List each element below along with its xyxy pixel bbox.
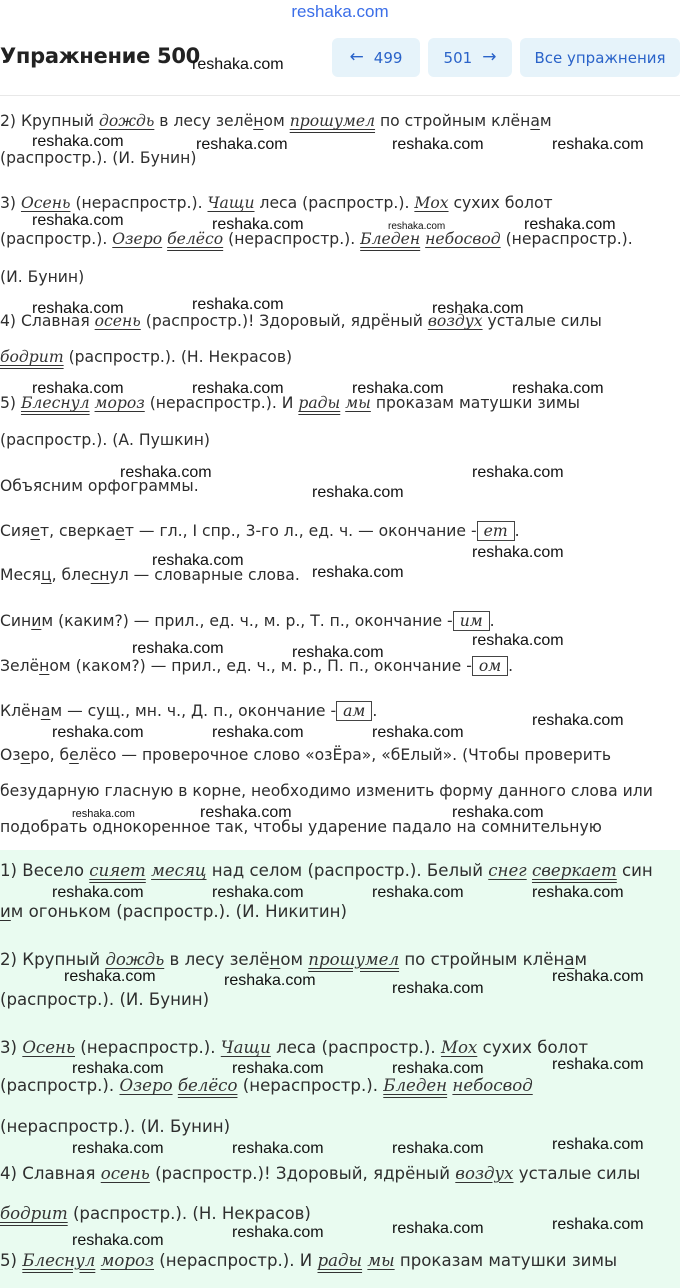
watermark: reshaka.com: [392, 1140, 484, 1157]
watermark: reshaka.com: [392, 1060, 484, 1077]
text-line: Объясним орфограммы.: [0, 477, 199, 495]
text-line: Синим (каким?) — прил., ед. ч., м. р., Т. п., окончание - им .: [0, 612, 495, 630]
watermark: reshaka.com: [212, 216, 304, 233]
watermark: reshaka.com: [52, 884, 144, 901]
watermark: reshaka.com: [224, 972, 316, 989]
watermark: reshaka.com: [552, 1216, 644, 1233]
text-line: им огоньком (распростр.). (И. Никитин): [0, 902, 347, 921]
watermark: reshaka.com: [524, 216, 616, 233]
watermark: reshaka.com: [472, 632, 564, 649]
watermark: reshaka.com: [472, 464, 564, 481]
watermark: reshaka.com: [432, 300, 524, 317]
text-line: (распростр.). Озеро белёсо (нераспростр.). Бледен небосвод (нераспростр.).: [0, 230, 633, 248]
watermark: reshaka.com: [132, 640, 224, 657]
watermark: reshaka.com: [552, 1136, 644, 1153]
ending-box: ет: [477, 521, 515, 541]
text-line: (И. Бунин): [0, 268, 85, 286]
text-line: 5) Блеснул мороз (нераспростр.). И рады мы проказам матушки зимы: [0, 394, 580, 412]
next-exercise-label: 501: [443, 48, 473, 67]
watermark: reshaka.com: [200, 804, 292, 821]
text-line: (распростр.). (И. Бунин): [0, 990, 210, 1009]
watermark: reshaka.com: [292, 644, 384, 661]
watermark: reshaka.com: [32, 212, 124, 229]
watermark: reshaka.com: [72, 1060, 164, 1077]
text-line: Сияет, сверкает — гл., I спр., 3-го л., ед. ч. — окончание - ет .: [0, 522, 520, 540]
site-link[interactable]: reshaka.com: [291, 2, 389, 21]
text-line: 2) Крупный дождь в лесу зелёном прошумел по стройным клёнам: [0, 112, 552, 130]
all-exercises-button[interactable]: [520, 38, 680, 77]
arrow-right-icon: →: [482, 47, 497, 67]
watermark: reshaka.com: [532, 884, 624, 901]
header-divider: [0, 95, 680, 96]
watermark: reshaka.com: [64, 968, 156, 985]
text-line: (нераспростр.). (И. Бунин): [0, 1117, 231, 1136]
watermark: reshaka.com: [372, 884, 464, 901]
watermark: reshaka.com: [452, 804, 544, 821]
watermark: reshaka.com: [120, 464, 212, 481]
watermark: reshaka.com: [512, 380, 604, 397]
watermark: reshaka.com: [552, 136, 644, 153]
watermark: reshaka.com: [472, 544, 564, 561]
watermark: reshaka.com: [312, 484, 404, 501]
prev-exercise-label: 499: [373, 48, 403, 67]
watermark: reshaka.com: [388, 221, 446, 232]
text-line: 3) Осень (нераспростр.). Чащи леса (распростр.). Мох сухих болот: [0, 1038, 589, 1057]
watermark: reshaka.com: [192, 380, 284, 397]
text-line: 5) Блеснул мороз (нераспростр.). И рады мы проказам матушки зимы: [0, 1251, 618, 1270]
predicate-word: прошумел: [289, 112, 376, 130]
watermark: reshaka.com: [532, 712, 624, 729]
ending-box: ом: [472, 656, 508, 676]
watermark: reshaka.com: [72, 1232, 164, 1249]
watermark: reshaka.com: [392, 136, 484, 153]
ending-box: ам: [336, 701, 372, 721]
text-line: 3) Осень (нераспростр.). Чащи леса (распростр.). Мох сухих болот: [0, 194, 553, 212]
watermark: reshaka.com: [32, 380, 124, 397]
watermark: reshaka.com: [372, 724, 464, 741]
watermark: reshaka.com: [552, 968, 644, 985]
subject-word: дождь: [98, 112, 155, 130]
ending-box: им: [453, 611, 490, 631]
text-line: 1) Весело сияет месяц над селом (распростр.). Белый снег сверкает син: [0, 861, 653, 880]
text-line: бодрит (распростр.). (Н. Некрасов): [0, 1204, 311, 1223]
text-line: 4) Славная осень (распростр.)! Здоровый, ядрёный воздух усталые силы: [0, 312, 602, 330]
text-line: безударную гласную в корне, необходимо изменить форму данного слова или: [0, 782, 653, 800]
text-line: Клёнам — сущ., мн. ч., Д. п., окончание - ам .: [0, 702, 378, 720]
watermark: reshaka.com: [152, 552, 244, 569]
prev-exercise-button[interactable]: [332, 38, 420, 77]
watermark: reshaka.com: [72, 808, 135, 820]
text-line: подобрать однокоренное так, чтобы ударение падало на сомнительную: [0, 818, 602, 836]
watermark: reshaka.com: [192, 296, 284, 313]
text-line: Месяц, блеснул — словарные слова.: [0, 566, 300, 584]
watermark: reshaka.com: [192, 56, 284, 73]
arrow-left-icon: ←: [349, 47, 364, 67]
watermark: reshaka.com: [212, 724, 304, 741]
watermark: reshaka.com: [552, 1056, 644, 1073]
text-line: бодрит (распростр.). (Н. Некрасов): [0, 348, 293, 366]
watermark: reshaka.com: [392, 1220, 484, 1237]
watermark: reshaka.com: [312, 564, 404, 581]
watermark: reshaka.com: [212, 884, 304, 901]
watermark: reshaka.com: [72, 1140, 164, 1157]
watermark: reshaka.com: [52, 724, 144, 741]
text-line: Зелёном (каком?) — прил., ед. ч., м. р., П. п., окончание - ом .: [0, 657, 514, 675]
text-line: (распростр.). Озеро белёсо (нераспростр.). Бледен небосвод: [0, 1076, 533, 1095]
all-exercises-label: Все упражнения: [534, 48, 666, 67]
next-exercise-button[interactable]: [428, 38, 512, 77]
text-line: 4) Славная осень (распростр.)! Здоровый, ядрёный воздух усталые силы: [0, 1164, 641, 1183]
text-line: (распростр.). (А. Пушкин): [0, 431, 210, 449]
text-line: Озеро, белёсо — проверочное слово «озЁра», «бЕлый». (Чтобы проверить: [0, 746, 612, 764]
watermark: reshaka.com: [232, 1140, 324, 1157]
watermark: reshaka.com: [232, 1060, 324, 1077]
page-title: Упражнение 500: [0, 44, 200, 68]
watermark: reshaka.com: [392, 980, 484, 997]
watermark: reshaka.com: [32, 300, 124, 317]
watermark: reshaka.com: [196, 136, 288, 153]
watermark: reshaka.com: [352, 380, 444, 397]
text-line: 2) Крупный дождь в лесу зелёном прошумел по стройным клёнам: [0, 950, 588, 969]
watermark: reshaka.com: [232, 1224, 324, 1241]
watermark: reshaka.com: [32, 133, 124, 150]
text-line: (распростр.). (И. Бунин): [0, 149, 197, 167]
